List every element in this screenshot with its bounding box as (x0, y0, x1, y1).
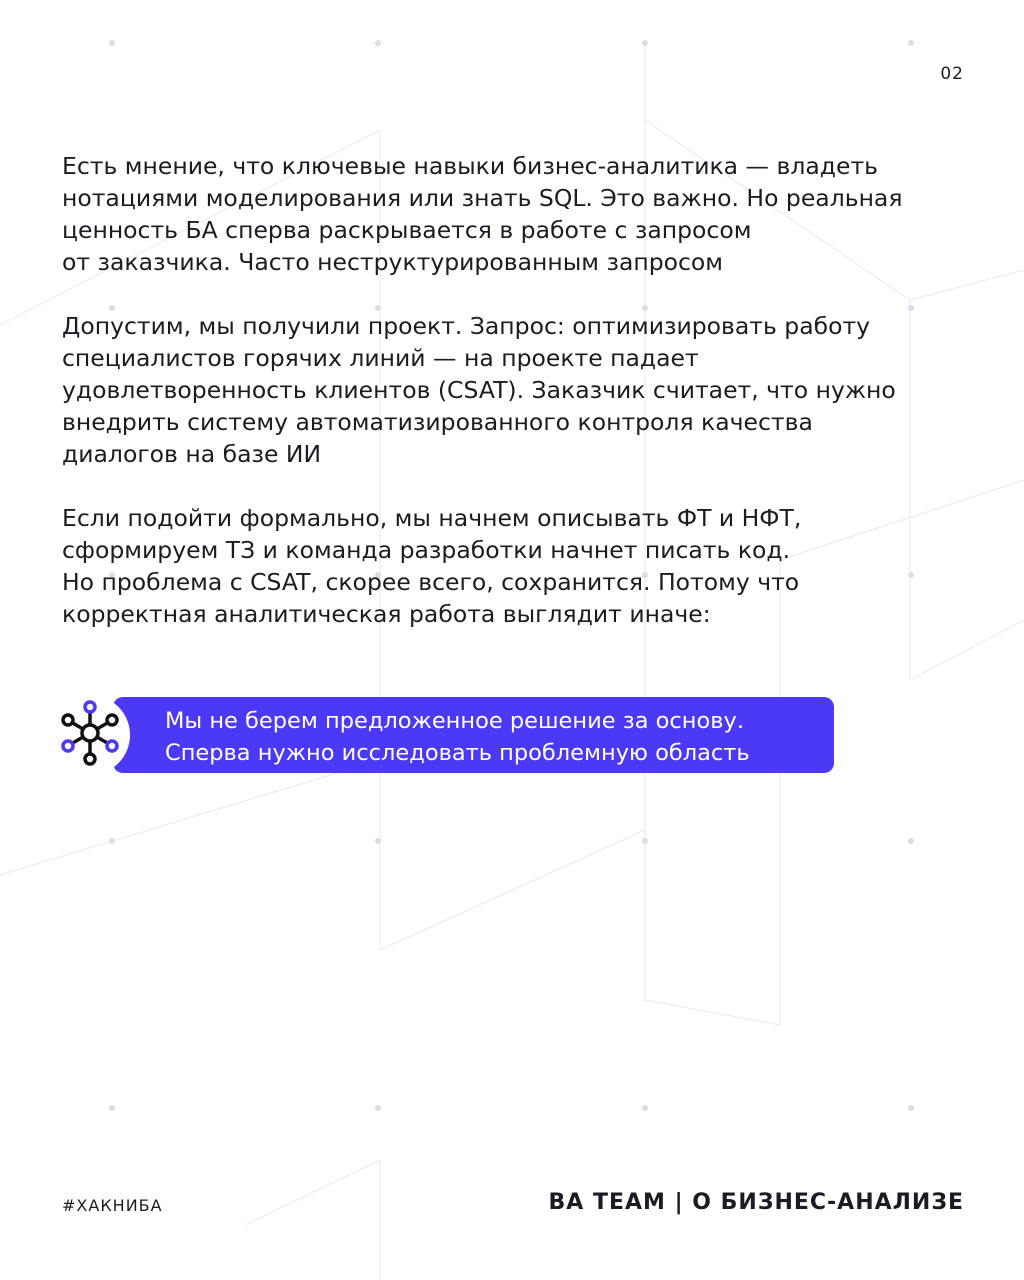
paragraph-case: Допустим, мы получили проект. Запрос: оптимизировать работу специалистов горячих линий — на проекте падает удовлетворенность клиентов (CSAT). Заказчик считает, что нужно внедрить систему автоматизированного контроля качества диалогов на базе ИИ (62, 312, 896, 468)
paragraph-intro: Есть мнение, что ключевые навыки бизнес-аналитика — владеть нотациями моделирования или знать SQL. Это важно. Но реальная ценность БА сперва раскрывается в работе с запросом от заказчика. Часто неструктурированным запросом (62, 152, 903, 276)
callout-icon-circle (50, 695, 130, 775)
footer-hashtag: #ХАКНИБА (62, 1196, 163, 1215)
main-content (62, 150, 962, 662)
callout-text: Мы не берем предложенное решение за основу. Сперва нужно исследовать проблемную область (165, 708, 750, 766)
footer-brand: BA TEAM | О БИЗНЕС-АНАЛИЗЕ (548, 1190, 964, 1215)
callout-banner (58, 697, 834, 773)
page-number: 02 (940, 64, 964, 84)
network-hub-icon (50, 695, 130, 775)
paragraph-approach: Если подойти формально, мы начнем описывать ФТ и НФТ, сформируем ТЗ и команда разработки начнет писать код. Но проблема с CSAT, скорее всего, сохранится. Потому что корректная аналитическая работа выглядит иначе: (62, 504, 802, 628)
